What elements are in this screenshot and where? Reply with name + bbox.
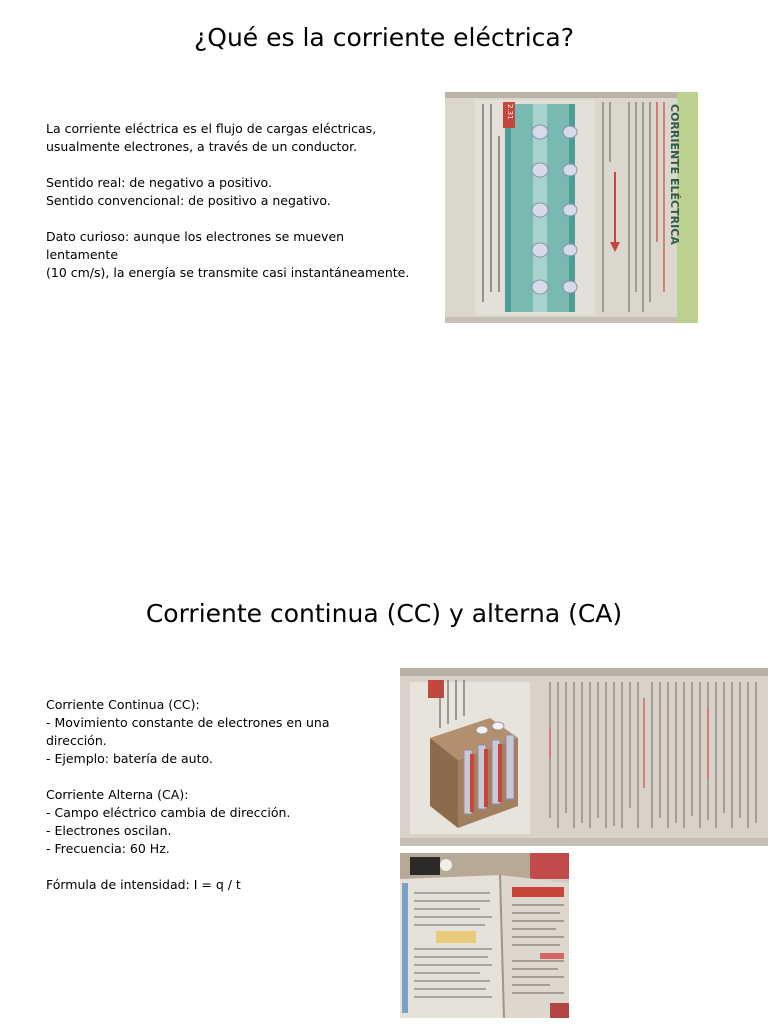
body-line: dirección. — [46, 733, 107, 748]
body-line: - Ejemplo: batería de auto. — [46, 751, 213, 766]
body-line: Corriente Continua (CC): — [46, 697, 200, 712]
photo-heading: CORRIENTE ELÉCTRICA — [668, 104, 681, 245]
slide-1-body — [46, 120, 416, 282]
body-line: - Frecuencia: 60 Hz. — [46, 841, 170, 856]
body-line: - Electrones oscilan. — [46, 823, 172, 838]
slide-2 — [0, 512, 768, 1024]
slide-2-title: Corriente continua (CC) y alterna (CA) — [145, 599, 623, 628]
body-line: Sentido real: de negativo a positivo. — [46, 175, 272, 190]
body-line: Corriente Alterna (CA): — [46, 787, 189, 802]
body-line: - Campo eléctrico cambia de dirección. — [46, 805, 291, 820]
textbook-photo-battery — [400, 668, 768, 846]
body-line: - Movimiento constante de electrones en una — [46, 715, 330, 730]
textbook-photo-current — [445, 92, 698, 323]
slide-1-title: ¿Qué es la corriente eléctrica? — [194, 23, 574, 52]
photo-figure-label: 2.31 — [506, 104, 514, 120]
body-line: Sentido convencional: de positivo a negativo. — [46, 193, 331, 208]
body-line: Fórmula de intensidad: I = q / t — [46, 877, 241, 892]
body-line: Dato curioso: aunque los electrones se mueven lentamente — [46, 229, 345, 262]
textbook-photo-open-book — [400, 853, 569, 1018]
body-line: usualmente electrones, a través de un conductor. — [46, 139, 358, 154]
body-line: (10 cm/s), la energía se transmite casi instantáneamente. — [46, 265, 410, 280]
body-line: La corriente eléctrica es el flujo de cargas eléctricas, — [46, 121, 377, 136]
slide-2-body — [46, 696, 346, 894]
